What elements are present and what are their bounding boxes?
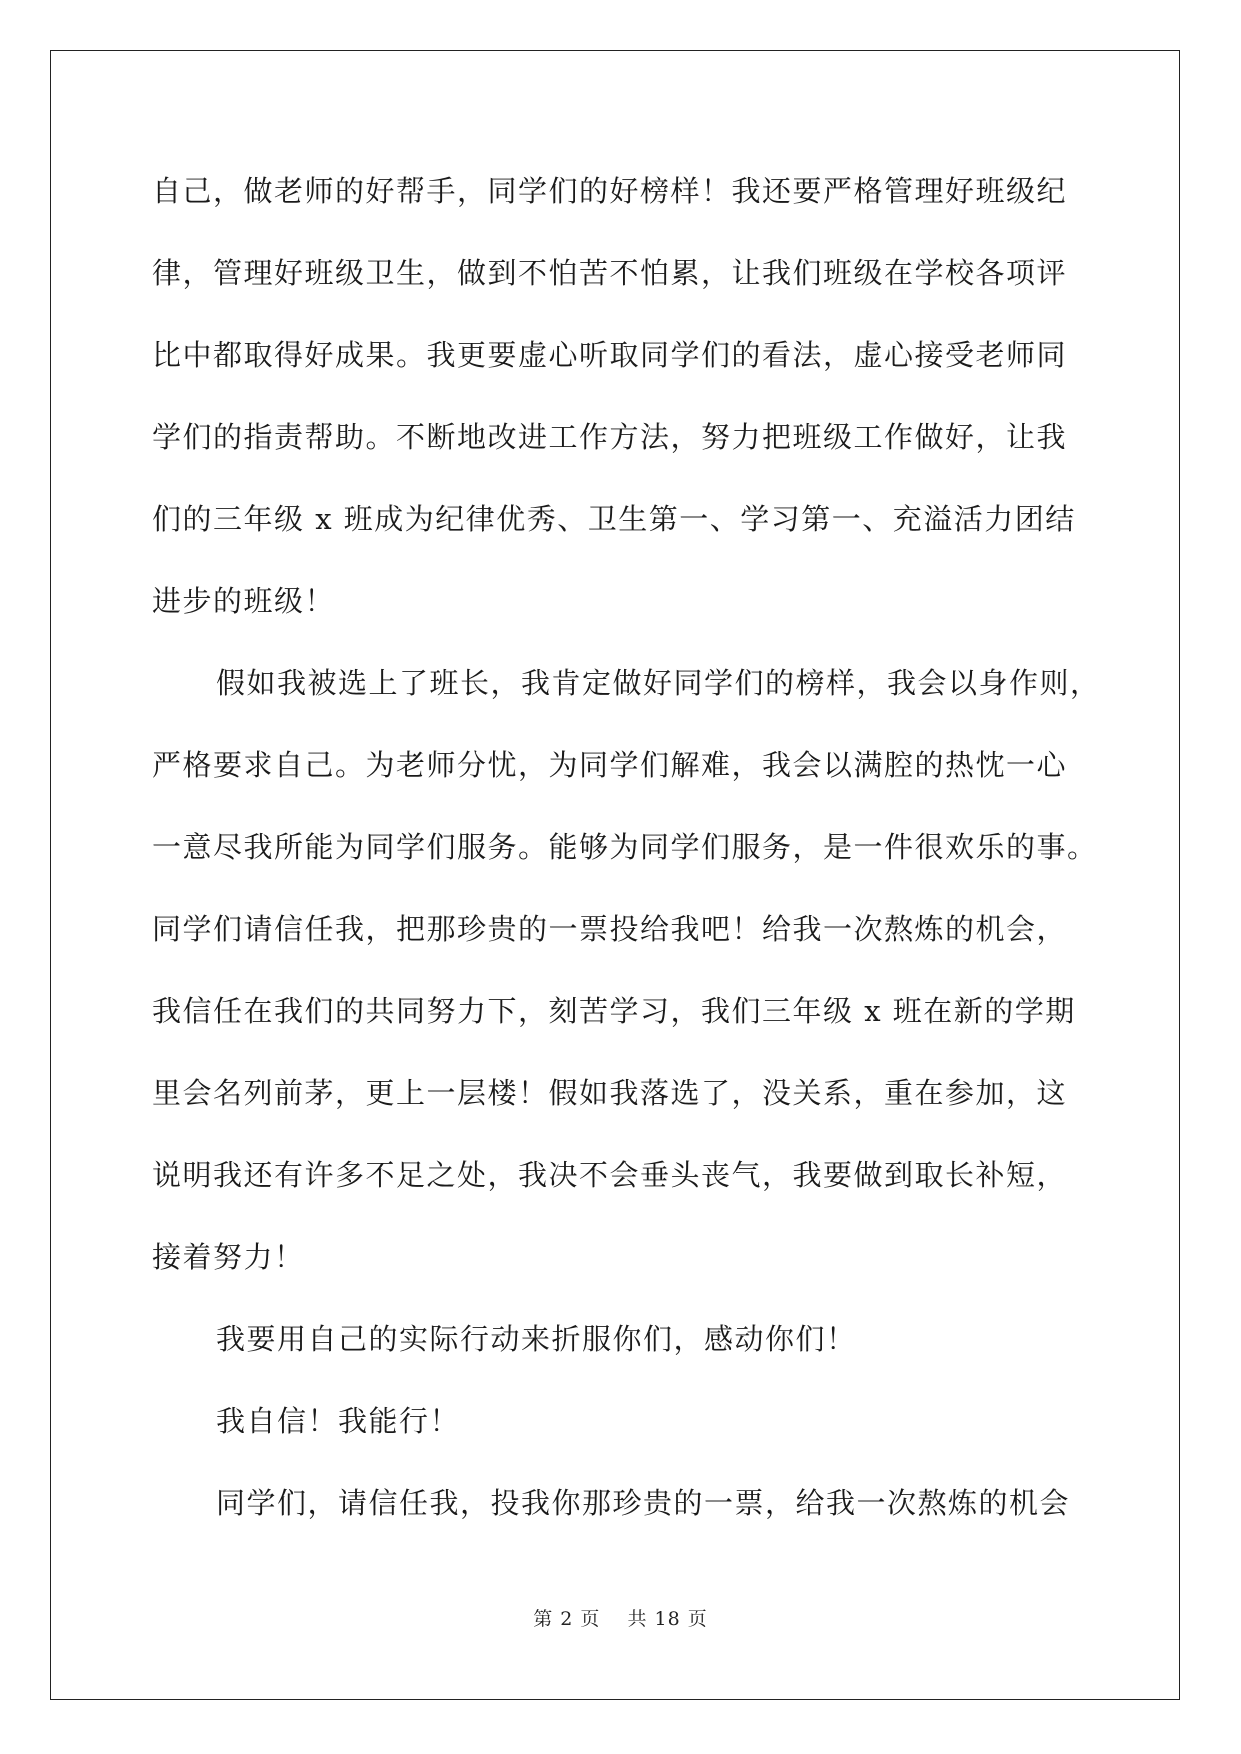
text-line: 假如我被选上了班长，我肯定做好同学们的榜样，我会以身作则， [216,666,1101,700]
text-line: 我信任在我们的共同努力下，刻苦学习，我们三年级 x 班在新的学期 [152,994,1076,1028]
text-line: 进步的班级！ [152,584,336,618]
text-line: 同学们请信任我，把那珍贵的一票投给我吧！给我一次熬炼的机会， [152,912,1068,946]
text-line: 我自信！我能行！ [216,1404,461,1438]
text-line: 严格要求自己。为老师分忧，为同学们解难，我会以满腔的热忱一心 [152,748,1068,782]
text-line: 自己，做老师的好帮手，同学们的好榜样！我还要严格管理好班级纪 [152,174,1068,208]
text-line: 说明我还有许多不足之处，我决不会垂头丧气，我要做到取长补短， [152,1158,1068,1192]
page-number-footer: 第 2 页 共 18 页 [533,1608,708,1630]
text-line: 接着努力！ [152,1240,305,1274]
text-line: 比中都取得好成果。我更要虚心听取同学们的看法，虚心接受老师同 [152,338,1068,372]
text-line: 们的三年级 x 班成为纪律优秀、卫生第一、学习第一、充溢活力团结 [152,502,1076,536]
document-body [152,165,1102,1559]
text-line: 一意尽我所能为同学们服务。能够为同学们服务，是一件很欢乐的事。 [152,830,1098,864]
text-line: 同学们，请信任我，投我你那珍贵的一票，给我一次熬炼的机会 [216,1486,1071,1520]
text-line: 我要用自己的实际行动来折服你们，感动你们！ [216,1322,857,1356]
text-line: 律，管理好班级卫生，做到不怕苦不怕累，让我们班级在学校各项评 [152,256,1068,290]
text-line: 里会名列前茅，更上一层楼！假如我落选了，没关系，重在参加，这 [152,1076,1068,1110]
text-line: 学们的指责帮助。不断地改进工作方法，努力把班级工作做好，让我 [152,420,1068,454]
